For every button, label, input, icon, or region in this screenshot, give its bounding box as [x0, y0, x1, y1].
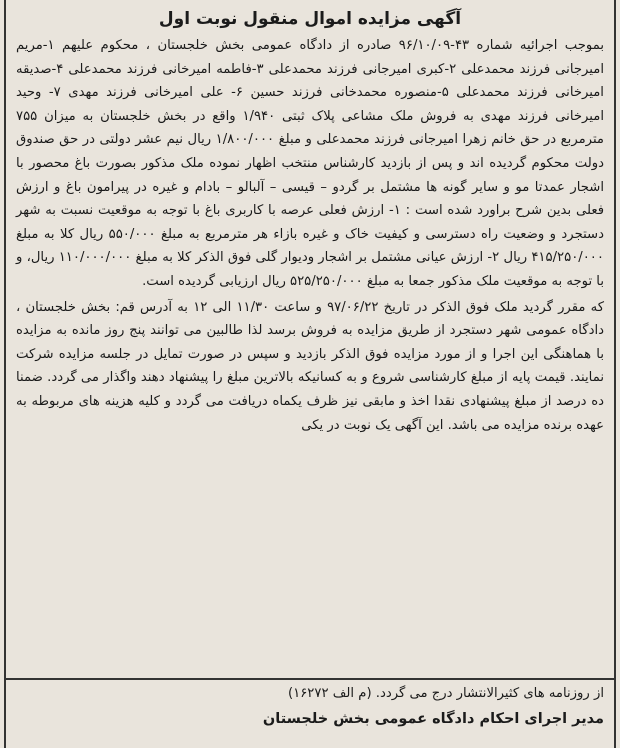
- notice-paragraph-2: که مقرر گردید ملک فوق الذکر در تاریخ ۹۷/۰۶/۲۲ و ساعت ۱۱/۳۰ الی ۱۲ به آدرس قم: بخش خلجستان ، دادگاه عمومی شهر دستجرد از طریق مزایده به فروش برسد لذا طالبین می توانند پنج روز مانده به مزایده با هماهنگی این اجرا و از مورد مزایده فوق الذکر بازدید و سپس در صورت تمایل در جلسه مزایده شرکت نمایند. قیمت پایه از مبلغ کارشناسی شروع و به کسانیکه بالاترین مبلغ را پیشنهاد دهند واگذار می گردد. ضمنا ده درصد از مبلغ پیشنهادی نقدا اخذ و مابقی نیز ظرف یکماه دریافت می گردد و کلیه هزینه های مربوطه به عهده برنده مزایده می باشد. این آگهی یک نوبت در یکی: [16, 299, 604, 433]
- notice-paragraph-1: بموجب اجرائیه شماره ۴۳-۹۶/۱۰/۰۹ صادره از دادگاه عمومی بخش خلجستان ، محکوم علیهم ۱-مریم امیرجانی فرزند محمدعلی ۲-کبری امیرجانی فرزند محمدعلی ۳-فاطمه امیرخانی فرزند محمدعلی ۴-صدیقه امیرخانی فرزند محمدعلی ۵-منصوره محمدخانی فرزند حسین ۶- علی امیرخانی فرزند مهدی ۷- وحید امیرخانی فرزند مهدی به فروش ملک مشاعی پلاک ثبتی ۱/۹۴۰ واقع در بخش خلجستان به میزان ۷۵۵ مترمربع در حق خانم زهرا امیرجانی فرزند محمدعلی و مبلغ ۱/۸۰۰/۰۰۰ ریال نیم عشر دولتی در حق صندوق دولت محکوم گردیده اند و پس از بازدید کارشناس منتخب اظهار نموده ملک مذکور بصورت باغ محصور با اشجار عمدتا مو و سایر گونه ها مشتمل بر گردو – قیسی – آلبالو – بادام و غیره در پیرامون باغ و ارزش فعلی بدین شرح براورد شده است : ۱- ارزش فعلی عرصه با کاربری باغ با توجه به موقعیت نسبت به شهر دستجرد و وضعیت راه دسترسی و کیفیت خاک و غیره بازاء هر مترمربع به مبلغ ۵۵۰/۰۰۰ ریال کلا به مبلغ ۴۱۵/۲۵۰/۰۰۰ ریال ۲- ارزش عیانی مشتمل بر اشجار ودیوار گلی فوق الذکر کلا به مبلغ ۱۱۰/۰۰۰/۰۰۰ ریال، و با توجه به موقعیت ملک مذکور جمعا به مبلغ ۵۲۵/۲۵۰/۰۰۰ ریال ارزیابی گردیده است.: [16, 38, 605, 289]
- notice-footer: [6, 682, 614, 732]
- notice-border: [4, 0, 616, 748]
- footer-divider: [4, 678, 616, 680]
- notice-title: آگهی مزایده اموال منقول نوبت اول: [158, 9, 462, 29]
- issuer-signature: مدیر اجرای احکام دادگاه عمومی بخش خلجستان: [262, 711, 604, 727]
- publication-line: از روزنامه های کثیرالانتشار درج می گردد. (م الف ۱۶۲۷۲): [287, 686, 604, 701]
